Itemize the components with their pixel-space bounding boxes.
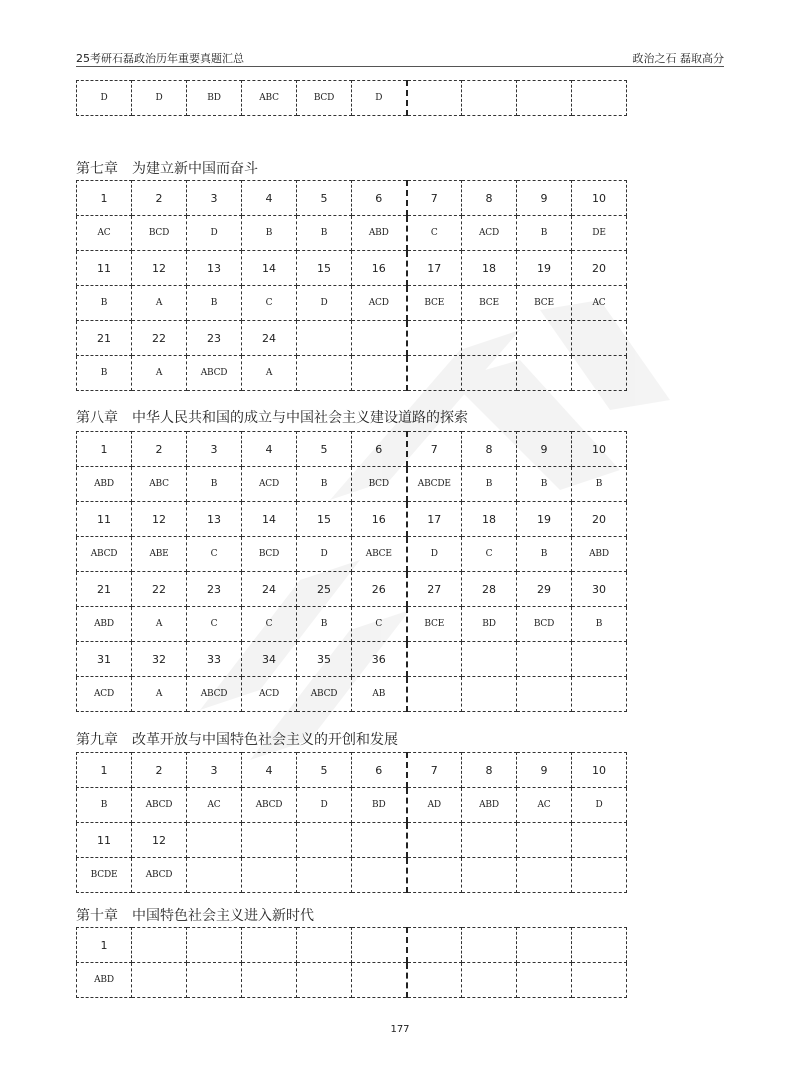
answer-cell: ACD	[352, 286, 407, 321]
answer-cell: A	[132, 677, 187, 712]
question-number-cell	[242, 928, 297, 963]
answer-cell: D	[187, 216, 242, 251]
answer-cell	[462, 356, 517, 391]
question-number-cell: 16	[352, 251, 407, 286]
answer-cell: BD	[462, 607, 517, 642]
answer-cell: A	[132, 356, 187, 391]
answer-cell: C	[187, 607, 242, 642]
answer-cell: B	[517, 537, 572, 572]
answer-cell	[407, 81, 462, 116]
answer-cell: ABE	[132, 537, 187, 572]
answer-cell: B	[187, 286, 242, 321]
answer-cell: B	[462, 467, 517, 502]
answer-cell	[187, 963, 242, 998]
question-number-cell: 35	[297, 642, 352, 677]
question-number-cell: 20	[572, 502, 627, 537]
question-number-cell: 3	[187, 181, 242, 216]
answer-cell	[572, 963, 627, 998]
question-number-cell: 11	[77, 251, 132, 286]
question-number-cell: 5	[297, 181, 352, 216]
answer-cell: AC	[572, 286, 627, 321]
question-number-cell: 21	[77, 572, 132, 607]
answer-cell	[297, 963, 352, 998]
answer-cell: BCE	[407, 607, 462, 642]
answer-cell	[132, 963, 187, 998]
answer-cell: AC	[187, 788, 242, 823]
answer-cell	[187, 858, 242, 893]
answer-cell: ACD	[77, 677, 132, 712]
question-number-cell: 1	[77, 928, 132, 963]
answer-cell	[517, 858, 572, 893]
question-number-cell: 7	[407, 432, 462, 467]
answer-row	[77, 677, 627, 712]
answer-cell: B	[77, 286, 132, 321]
question-number-cell: 32	[132, 642, 187, 677]
answer-cell	[407, 356, 462, 391]
question-number-cell: 31	[77, 642, 132, 677]
answer-cell: A	[132, 286, 187, 321]
question-number-cell	[187, 823, 242, 858]
answer-cell: ABD	[352, 216, 407, 251]
question-number-cell: 8	[462, 432, 517, 467]
question-number-cell: 3	[187, 753, 242, 788]
answer-row	[77, 788, 627, 823]
question-number-cell: 21	[77, 321, 132, 356]
question-number-cell	[407, 928, 462, 963]
answer-cell: D	[352, 81, 407, 116]
chapter-title: 中国特色社会主义进入新时代	[132, 908, 314, 924]
answer-cell: B	[517, 216, 572, 251]
answer-cell: ABCD	[77, 537, 132, 572]
question-number-cell: 29	[517, 572, 572, 607]
answer-cell: BCDE	[77, 858, 132, 893]
answer-cell: AC	[517, 788, 572, 823]
chapter-title: 中华人民共和国的成立与中国社会主义建设道路的探索	[132, 410, 468, 426]
question-number-cell: 30	[572, 572, 627, 607]
question-number-cell	[407, 642, 462, 677]
question-number-cell: 1	[77, 753, 132, 788]
question-number-cell: 8	[462, 181, 517, 216]
question-number-cell: 23	[187, 321, 242, 356]
answer-cell: ACD	[242, 677, 297, 712]
question-number-row	[77, 502, 627, 537]
answer-cell: ABD	[462, 788, 517, 823]
answer-cell	[572, 858, 627, 893]
question-number-cell	[572, 928, 627, 963]
answer-table-chapter-9	[76, 752, 627, 893]
answer-cell	[407, 963, 462, 998]
answer-row	[77, 216, 627, 251]
question-number-cell: 24	[242, 321, 297, 356]
answer-cell: ABCDE	[407, 467, 462, 502]
answer-cell: B	[187, 467, 242, 502]
question-number-cell: 18	[462, 251, 517, 286]
question-number-cell: 9	[517, 753, 572, 788]
question-number-cell: 33	[187, 642, 242, 677]
answer-cell: ABC	[132, 467, 187, 502]
chapter-number: 第九章	[76, 732, 118, 748]
chapter-9-heading	[76, 729, 398, 749]
answer-cell: ABCD	[187, 677, 242, 712]
chapter-title: 为建立新中国而奋斗	[132, 161, 258, 177]
question-number-cell	[297, 928, 352, 963]
question-number-cell: 12	[132, 502, 187, 537]
answer-cell: C	[407, 216, 462, 251]
answer-row	[77, 963, 627, 998]
answer-row	[77, 81, 627, 116]
question-number-row	[77, 321, 627, 356]
answer-cell: AC	[77, 216, 132, 251]
question-number-cell: 2	[132, 753, 187, 788]
answer-cell: ABCD	[242, 788, 297, 823]
answer-cell	[462, 963, 517, 998]
question-number-cell: 16	[352, 502, 407, 537]
answer-cell: ABCE	[352, 537, 407, 572]
answer-cell	[462, 81, 517, 116]
answer-cell: ABD	[77, 963, 132, 998]
answer-cell	[407, 677, 462, 712]
question-number-cell: 12	[132, 823, 187, 858]
answer-cell: ABCD	[297, 677, 352, 712]
question-number-cell: 10	[572, 181, 627, 216]
question-number-cell: 22	[132, 572, 187, 607]
answer-cell	[572, 677, 627, 712]
question-number-cell	[462, 321, 517, 356]
answer-cell: B	[297, 467, 352, 502]
question-number-cell: 15	[297, 502, 352, 537]
answer-cell	[517, 963, 572, 998]
page-number: 177	[390, 1024, 410, 1035]
answer-cell	[352, 963, 407, 998]
answer-cell	[297, 858, 352, 893]
answer-cell: B	[297, 607, 352, 642]
question-number-cell	[517, 321, 572, 356]
question-number-cell: 1	[77, 181, 132, 216]
question-number-cell: 17	[407, 251, 462, 286]
question-number-cell: 11	[77, 502, 132, 537]
answer-cell: BCD	[352, 467, 407, 502]
question-number-cell: 7	[407, 753, 462, 788]
answer-cell: B	[297, 216, 352, 251]
answer-row	[77, 286, 627, 321]
answer-cell: BCD	[132, 216, 187, 251]
question-number-cell: 18	[462, 502, 517, 537]
answer-cell: AD	[407, 788, 462, 823]
question-number-cell	[297, 823, 352, 858]
answer-cell: D	[297, 537, 352, 572]
question-number-cell: 2	[132, 432, 187, 467]
question-number-cell: 34	[242, 642, 297, 677]
answer-cell: B	[77, 356, 132, 391]
answer-cell: B	[517, 467, 572, 502]
question-number-cell	[187, 928, 242, 963]
answer-cell: C	[462, 537, 517, 572]
question-number-cell: 11	[77, 823, 132, 858]
chapter-title: 改革开放与中国特色社会主义的开创和发展	[132, 732, 398, 748]
question-number-cell: 3	[187, 432, 242, 467]
answer-cell	[572, 81, 627, 116]
answer-table-continued	[76, 80, 627, 116]
answer-cell: AB	[352, 677, 407, 712]
answer-cell: C	[242, 607, 297, 642]
question-number-cell	[572, 321, 627, 356]
answer-cell: D	[132, 81, 187, 116]
chapter-number: 第七章	[76, 161, 118, 177]
question-number-cell: 27	[407, 572, 462, 607]
answer-row	[77, 607, 627, 642]
question-number-cell: 19	[517, 251, 572, 286]
question-number-row	[77, 432, 627, 467]
answer-cell	[352, 356, 407, 391]
question-number-cell: 28	[462, 572, 517, 607]
answer-cell: BD	[352, 788, 407, 823]
answer-cell: BCD	[242, 537, 297, 572]
question-number-cell: 8	[462, 753, 517, 788]
answer-cell: C	[352, 607, 407, 642]
answer-cell: BD	[187, 81, 242, 116]
answer-cell: C	[187, 537, 242, 572]
question-number-cell: 9	[517, 432, 572, 467]
chapter-10-heading	[76, 905, 314, 925]
answer-row	[77, 537, 627, 572]
question-number-cell	[572, 823, 627, 858]
answer-cell	[242, 858, 297, 893]
answer-cell	[462, 858, 517, 893]
question-number-cell: 7	[407, 181, 462, 216]
question-number-cell: 22	[132, 321, 187, 356]
chapter-number: 第十章	[76, 908, 118, 924]
question-number-cell: 4	[242, 432, 297, 467]
answer-cell: DE	[572, 216, 627, 251]
question-number-cell	[517, 928, 572, 963]
question-number-cell: 10	[572, 753, 627, 788]
answer-cell: ABD	[77, 607, 132, 642]
question-number-cell: 12	[132, 251, 187, 286]
answer-cell	[572, 356, 627, 391]
answer-cell: B	[77, 788, 132, 823]
question-number-cell: 6	[352, 753, 407, 788]
answer-cell: ABD	[572, 537, 627, 572]
question-number-cell: 6	[352, 432, 407, 467]
question-number-cell	[462, 642, 517, 677]
question-number-cell	[462, 928, 517, 963]
question-number-cell: 2	[132, 181, 187, 216]
answer-cell: ABC	[242, 81, 297, 116]
question-number-cell: 15	[297, 251, 352, 286]
answer-cell: BCE	[462, 286, 517, 321]
header-slogan: 政治之石 磊取高分	[632, 52, 724, 65]
answer-cell: D	[297, 286, 352, 321]
question-number-row	[77, 181, 627, 216]
answer-cell: C	[242, 286, 297, 321]
question-number-cell	[352, 321, 407, 356]
answer-cell: ABCD	[132, 788, 187, 823]
question-number-row	[77, 251, 627, 286]
answer-table-chapter-7	[76, 180, 627, 391]
question-number-cell	[407, 823, 462, 858]
question-number-cell	[572, 642, 627, 677]
question-number-cell: 26	[352, 572, 407, 607]
answer-cell: ACD	[242, 467, 297, 502]
question-number-cell: 24	[242, 572, 297, 607]
question-number-cell: 4	[242, 181, 297, 216]
question-number-cell: 10	[572, 432, 627, 467]
answer-row	[77, 467, 627, 502]
question-number-cell	[407, 321, 462, 356]
question-number-row	[77, 642, 627, 677]
question-number-cell: 17	[407, 502, 462, 537]
answer-cell	[462, 677, 517, 712]
answer-table-chapter-10	[76, 927, 627, 998]
question-number-cell: 4	[242, 753, 297, 788]
question-number-row	[77, 928, 627, 963]
question-number-cell	[517, 642, 572, 677]
answer-cell: ABCD	[187, 356, 242, 391]
question-number-row	[77, 572, 627, 607]
header-title: 25考研石磊政治历年重要真题汇总	[76, 52, 244, 65]
question-number-cell	[352, 928, 407, 963]
answer-cell	[517, 677, 572, 712]
answer-cell: ABCD	[132, 858, 187, 893]
question-number-cell: 14	[242, 502, 297, 537]
question-number-cell: 19	[517, 502, 572, 537]
question-number-cell	[517, 823, 572, 858]
answer-cell: BCE	[517, 286, 572, 321]
page-header	[76, 48, 724, 67]
answer-row	[77, 858, 627, 893]
question-number-row	[77, 823, 627, 858]
answer-cell	[297, 356, 352, 391]
answer-cell	[352, 858, 407, 893]
answer-cell: D	[407, 537, 462, 572]
chapter-7-heading	[76, 158, 258, 178]
answer-cell: BCD	[517, 607, 572, 642]
answer-cell	[242, 963, 297, 998]
answer-cell: B	[572, 607, 627, 642]
answer-cell: A	[132, 607, 187, 642]
question-number-cell	[242, 823, 297, 858]
question-number-cell: 25	[297, 572, 352, 607]
answer-cell	[517, 81, 572, 116]
answer-cell: ACD	[462, 216, 517, 251]
question-number-cell: 13	[187, 502, 242, 537]
question-number-cell: 9	[517, 181, 572, 216]
chapter-number: 第八章	[76, 410, 118, 426]
answer-cell	[517, 356, 572, 391]
answer-cell: B	[242, 216, 297, 251]
question-number-cell: 36	[352, 642, 407, 677]
question-number-cell: 14	[242, 251, 297, 286]
question-number-cell: 6	[352, 181, 407, 216]
question-number-cell	[297, 321, 352, 356]
answer-cell: ABD	[77, 467, 132, 502]
question-number-cell	[462, 823, 517, 858]
question-number-cell: 1	[77, 432, 132, 467]
question-number-cell: 13	[187, 251, 242, 286]
answer-cell: D	[297, 788, 352, 823]
question-number-cell: 5	[297, 753, 352, 788]
question-number-cell: 23	[187, 572, 242, 607]
question-number-row	[77, 753, 627, 788]
answer-cell	[407, 858, 462, 893]
answer-cell: D	[572, 788, 627, 823]
answer-cell: B	[572, 467, 627, 502]
answer-cell: A	[242, 356, 297, 391]
chapter-8-heading	[76, 407, 468, 427]
question-number-cell: 20	[572, 251, 627, 286]
answer-table-chapter-8	[76, 431, 627, 712]
answer-row	[77, 356, 627, 391]
answer-cell: D	[77, 81, 132, 116]
question-number-cell	[132, 928, 187, 963]
answer-cell: BCD	[297, 81, 352, 116]
question-number-cell	[352, 823, 407, 858]
answer-cell: BCE	[407, 286, 462, 321]
question-number-cell: 5	[297, 432, 352, 467]
